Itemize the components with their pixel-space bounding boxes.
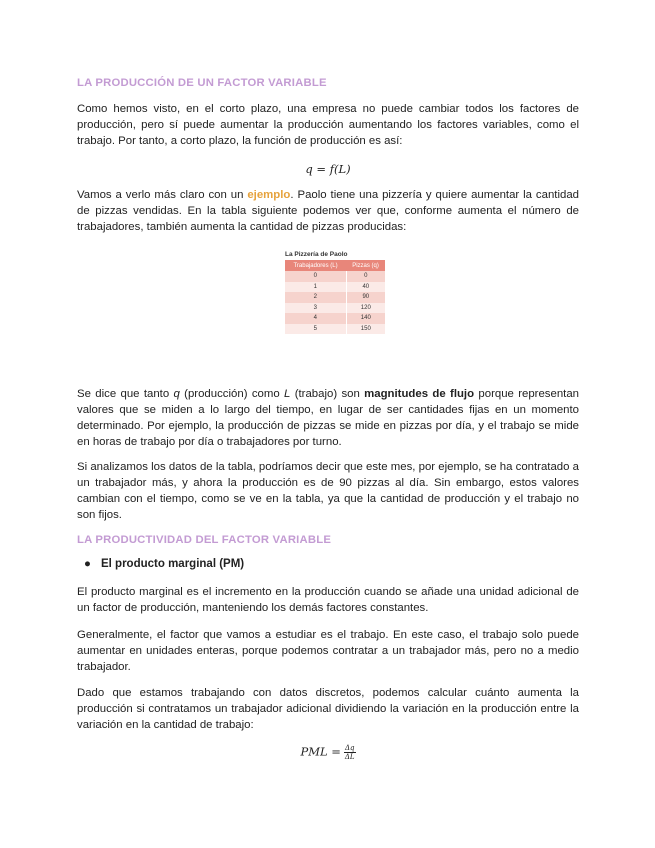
flow-keyword: magnitudes de flujo <box>364 388 475 400</box>
header-workers: Trabajadores (L) <box>285 260 346 271</box>
intro-paragraph: Como hemos visto, en el corto plazo, una empresa no puede cambiar todos los factores de producción, pero sí puede aumentar la producción aumentando los factores variables, como el trabajo. Por tanto, a corto plazo, la función de producción es así: <box>77 103 579 147</box>
table-row <box>285 313 385 324</box>
cell-workers: 3 <box>285 303 346 314</box>
table-header-row <box>285 260 385 271</box>
flow-text-post: porque representan valores que se miden a lo largo del tiempo, en lugar de ser cantidades fijas en un momento determinado. Por ejemplo, la producción de pizzas se mide en pizzas por día, y el trabajo se mide en horas de trabajo por día o trabajadores por turno. <box>77 388 579 448</box>
discrete-paragraph: Dado que estamos trabajando con datos discretos, podemos calcular cuánto aumenta la producción si contratamos un trabajador adicional dividiendo la variación en la producción entre la variación en la cantidad de trabajo: <box>77 687 579 731</box>
flow-L: L <box>284 388 291 400</box>
table-row <box>285 271 385 282</box>
flow-text-mid2: (trabajo) son <box>290 388 365 400</box>
formula-numerator: Δq <box>344 744 355 752</box>
cell-pizzas: 0 <box>346 271 385 282</box>
table-row <box>285 303 385 314</box>
marginal-definition-paragraph: El producto marginal es el incremento en la producción cuando se añade una unidad adicional de un factor de producción, manteniendo los demás factores constantes. <box>77 586 579 614</box>
cell-pizzas: 120 <box>346 303 385 314</box>
cell-workers: 4 <box>285 313 346 324</box>
section-heading-productivity: LA PRODUCTIVIDAD DEL FACTOR VARIABLE <box>77 534 332 546</box>
cell-workers: 0 <box>285 271 346 282</box>
cell-workers: 5 <box>285 324 346 335</box>
cell-pizzas: 150 <box>346 324 385 335</box>
example-text-post: . Paolo tiene una pizzería y quiere aumentar la cantidad de pizzas vendidas. En la tabla siguiente podemos ver que, conforme aumenta el número de trabajadores, también aumenta la cantidad de pizzas producidas: <box>77 189 579 233</box>
example-keyword: ejemplo <box>247 189 291 201</box>
flow-text-pre: Se dice que tanto <box>77 388 174 400</box>
marginal-product-formula <box>77 744 579 761</box>
analysis-paragraph: Si analizamos los datos de la tabla, podríamos decir que este mes, por ejemplo, se ha contratado a un trabajador más, y ahora la producción es de 90 pizzas al día. Sin embargo, estos valores cambian con el tiempo, como se ve en la tabla, ya que la cantidad de producción y el trabajo no son fijos. <box>77 461 579 521</box>
labor-paragraph: Generalmente, el factor que vamos a estudiar es el trabajo. En este caso, el trabajo solo puede aumentar en unidades enteras, porque podemos contratar a un trabajador más, pero no a medio trabajador. <box>77 629 579 673</box>
bullet-dot: ● <box>84 558 91 570</box>
bullet-marginal-product: El producto marginal (PM) <box>101 558 245 570</box>
flow-text-mid1: (producción) como <box>179 388 285 400</box>
cell-pizzas: 40 <box>346 282 385 293</box>
flow-q: q <box>173 388 180 400</box>
cell-workers: 2 <box>285 292 346 303</box>
cell-pizzas: 90 <box>346 292 385 303</box>
section-heading-production: LA PRODUCCIÓN DE UN FACTOR VARIABLE <box>77 77 327 89</box>
example-paragraph <box>77 187 579 235</box>
formula-fraction <box>344 744 356 761</box>
formula-lhs: PML = <box>300 744 341 759</box>
pizzeria-table-figure <box>285 251 385 334</box>
cell-workers: 1 <box>285 282 346 293</box>
flow-magnitudes-paragraph <box>77 386 579 450</box>
example-text-pre: Vamos a verlo más claro con un <box>77 189 248 201</box>
production-function-formula: q = f(L) <box>305 162 351 176</box>
table-row <box>285 282 385 293</box>
header-pizzas: Pizzas (q) <box>346 260 385 271</box>
formula-denominator: ΔL <box>344 753 355 761</box>
table-row <box>285 292 385 303</box>
table-title: La Pizzería de Paolo <box>285 251 348 258</box>
pizzeria-table <box>285 260 385 334</box>
table-row <box>285 324 385 335</box>
cell-pizzas: 140 <box>346 313 385 324</box>
